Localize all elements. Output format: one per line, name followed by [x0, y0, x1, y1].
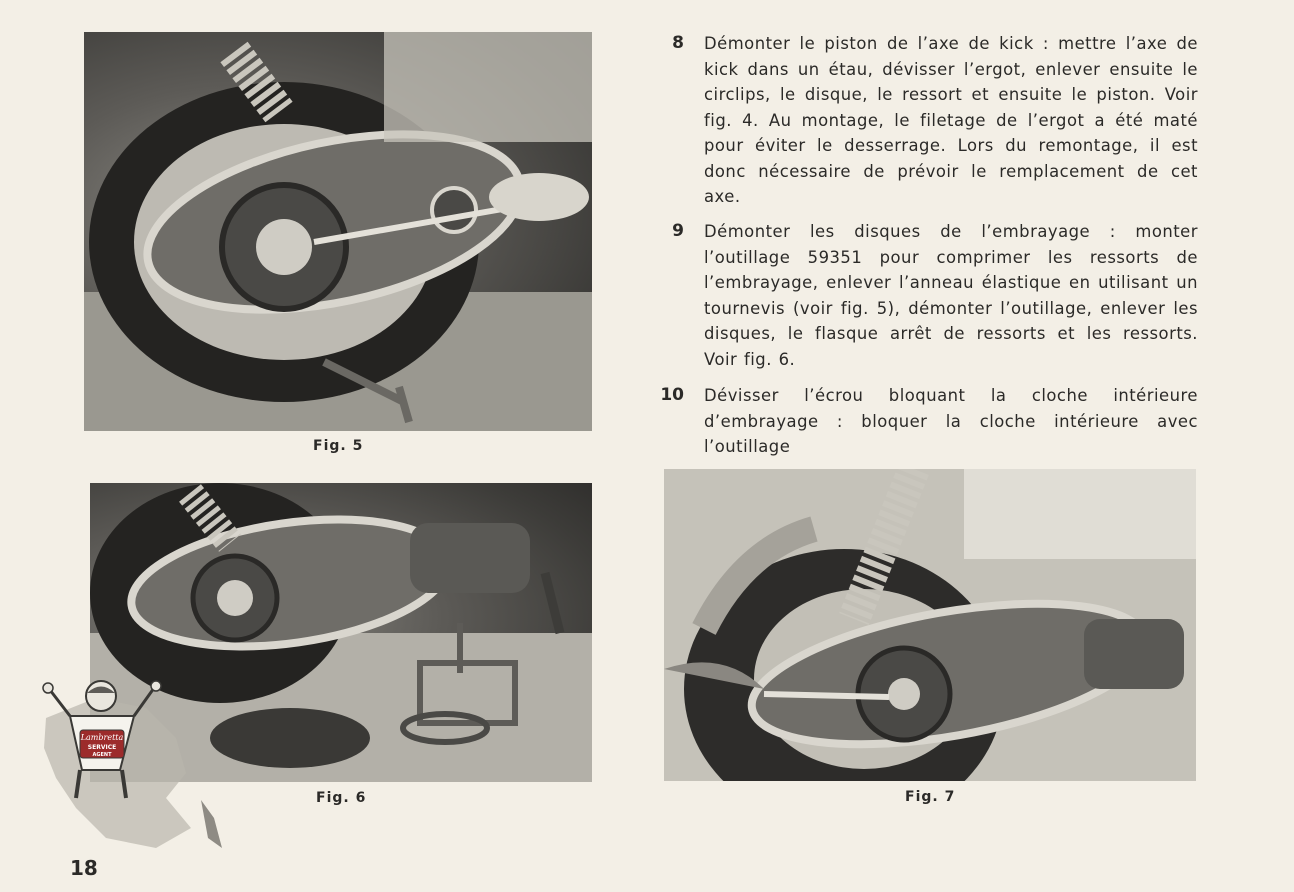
- paragraph-9: [660, 219, 1198, 372]
- paragraph-10: [660, 383, 1198, 460]
- paragraph-number: 9: [672, 221, 684, 241]
- stamp-brand: Lambretta: [80, 733, 124, 742]
- paragraph-8: [660, 31, 1198, 210]
- stamp-agent: AGENT: [92, 752, 112, 758]
- figure-5-photo: [84, 32, 592, 431]
- paragraph-text: Dévisser l’écrou bloquant la cloche intérieure d’embrayage : bloquer la cloche intérieure avec l’outillage: [704, 386, 1198, 456]
- scooter-clutch-photo: [84, 32, 592, 431]
- paragraph-text: Démonter le piston de l’axe de kick : mettre l’axe de kick dans un étau, dévisser l’ergot, enlever ensuite le circlips, le disque, le ressort et ensuite le piston. Voir fig. 4. Au montage, le filetage de l’ergot a été maté pour éviter le desserrage. Lors du remontage, il est donc nécessaire de prévoir le remplacement de cet axe.: [704, 34, 1198, 206]
- figure-7-photo: [664, 469, 1196, 781]
- figure-5-caption: Fig. 5: [313, 438, 364, 454]
- service-agent-stamp: [36, 678, 232, 858]
- scooter-clutch-bell-photo: [664, 469, 1196, 781]
- stamp-service: SERVICE: [87, 744, 117, 751]
- figure-6-caption: Fig. 6: [316, 790, 367, 806]
- paragraph-text: Démonter les disques de l’embrayage : monter l’outillage 59351 pour comprimer les ressorts de l’embrayage, enlever l’anneau élastique en utilisant un tournevis (voir fig. 5), démonter l’outillage, enlever les disques, le flasque arrêt de ressorts et les ressorts. Voir fig. 6.: [704, 222, 1198, 369]
- paragraph-number: 10: [660, 385, 684, 405]
- figure-7-caption: Fig. 7: [905, 789, 956, 805]
- mascot-map-logo: [36, 678, 232, 858]
- page-number: 18: [70, 856, 98, 880]
- paragraph-number: 8: [672, 33, 684, 53]
